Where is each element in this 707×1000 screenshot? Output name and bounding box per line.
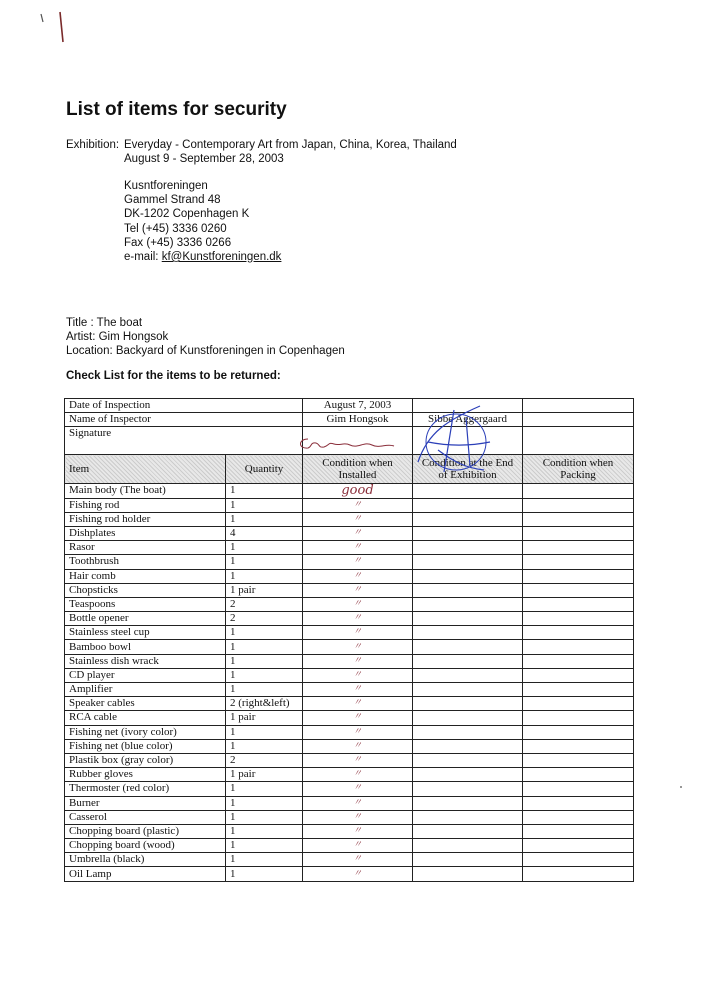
item-quantity: 2 <box>226 597 303 611</box>
condition-packing <box>523 853 634 867</box>
condition-installed: 〃 <box>303 612 413 626</box>
condition-packing <box>523 555 634 569</box>
condition-packing <box>523 839 634 853</box>
condition-installed: 〃 <box>303 867 413 881</box>
condition-installed: 〃 <box>303 512 413 526</box>
condition-end <box>413 541 523 555</box>
item-name: Casserol <box>65 810 226 824</box>
condition-installed: 〃 <box>303 697 413 711</box>
condition-packing <box>523 810 634 824</box>
table-row <box>65 853 634 867</box>
condition-installed: 〃 <box>303 753 413 767</box>
item-quantity: 2 <box>226 753 303 767</box>
item-quantity: 1 <box>226 796 303 810</box>
item-quantity: 1 <box>226 484 303 498</box>
item-name: CD player <box>65 668 226 682</box>
item-name: Stainless dish wrack <box>65 654 226 668</box>
email-label: e-mail: <box>124 250 159 263</box>
item-quantity: 1 <box>226 541 303 555</box>
item-quantity: 1 <box>226 654 303 668</box>
item-quantity: 2 <box>226 612 303 626</box>
condition-end <box>413 512 523 526</box>
condition-packing <box>523 668 634 682</box>
condition-packing <box>523 796 634 810</box>
signature-label: Signature <box>65 427 303 455</box>
condition-installed: 〃 <box>303 683 413 697</box>
condition-installed: 〃 <box>303 725 413 739</box>
item-name: Bottle opener <box>65 612 226 626</box>
table-row <box>65 768 634 782</box>
table-row <box>65 697 634 711</box>
condition-packing <box>523 526 634 540</box>
table-row <box>65 711 634 725</box>
item-name: Fishing net (blue color) <box>65 739 226 753</box>
condition-packing <box>523 725 634 739</box>
item-name: Burner <box>65 796 226 810</box>
checklist-table <box>64 398 634 882</box>
item-quantity: 1 <box>226 683 303 697</box>
item-name: Bamboo bowl <box>65 640 226 654</box>
item-quantity: 1 pair <box>226 768 303 782</box>
signature-cell-3 <box>523 427 634 455</box>
address-tel: Tel (+45) 3336 0260 <box>124 222 227 235</box>
condition-packing <box>523 569 634 583</box>
item-quantity: 1 <box>226 498 303 512</box>
condition-packing <box>523 711 634 725</box>
table-row <box>65 512 634 526</box>
corner-pen-mark <box>38 8 68 48</box>
condition-packing <box>523 597 634 611</box>
item-name: Chopping board (wood) <box>65 839 226 853</box>
item-name: RCA cable <box>65 711 226 725</box>
condition-end <box>413 810 523 824</box>
inspection-date-row <box>65 399 634 413</box>
table-row <box>65 753 634 767</box>
address-org: Kusntforeningen <box>124 180 208 192</box>
condition-installed: 〃 <box>303 555 413 569</box>
table-row <box>65 654 634 668</box>
condition-installed: 〃 <box>303 668 413 682</box>
condition-packing <box>523 612 634 626</box>
inspector-row <box>65 413 634 427</box>
item-name: Rubber gloves <box>65 768 226 782</box>
item-name: Oil Lamp <box>65 867 226 881</box>
condition-packing <box>523 626 634 640</box>
item-quantity: 1 <box>226 640 303 654</box>
condition-installed: 〃 <box>303 796 413 810</box>
item-name: Thermoster (red color) <box>65 782 226 796</box>
table-row <box>65 597 634 611</box>
condition-installed: 〃 <box>303 640 413 654</box>
condition-end <box>413 612 523 626</box>
address-city: DK-1202 Copenhagen K <box>124 208 250 221</box>
condition-installed: 〃 <box>303 526 413 540</box>
table-row <box>65 498 634 512</box>
header-installed: Condition when Installed <box>303 455 413 484</box>
condition-end <box>413 697 523 711</box>
condition-packing <box>523 753 634 767</box>
blue-signature-stamp <box>408 402 498 484</box>
condition-end <box>413 668 523 682</box>
item-quantity: 4 <box>226 526 303 540</box>
item-quantity: 1 <box>226 555 303 569</box>
item-name: Chopsticks <box>65 583 226 597</box>
table-row <box>65 541 634 555</box>
item-quantity: 2 (right&left) <box>226 697 303 711</box>
item-quantity: 1 <box>226 725 303 739</box>
inspector-label: Name of Inspector <box>65 413 303 427</box>
condition-end <box>413 654 523 668</box>
condition-end <box>413 839 523 853</box>
condition-packing <box>523 541 634 555</box>
item-name: Dishplates <box>65 526 226 540</box>
condition-end <box>413 853 523 867</box>
address-block <box>124 179 281 264</box>
condition-end <box>413 782 523 796</box>
condition-end <box>413 739 523 753</box>
item-quantity: 1 <box>226 569 303 583</box>
table-row <box>65 796 634 810</box>
header-end: Condition at the End of Exhibition <box>413 455 523 484</box>
header-item: Item <box>65 455 226 484</box>
condition-installed: 〃 <box>303 711 413 725</box>
condition-packing <box>523 498 634 512</box>
work-info <box>66 316 345 359</box>
item-name: Umbrella (black) <box>65 853 226 867</box>
condition-end <box>413 526 523 540</box>
item-name: Main body (The boat) <box>65 484 226 498</box>
exhibition-name: Everyday - Contemporary Art from Japan, China, Korea, Thailand <box>124 139 457 151</box>
condition-installed: 〃 <box>303 541 413 555</box>
condition-packing <box>523 640 634 654</box>
condition-installed: 〃 <box>303 810 413 824</box>
condition-end <box>413 626 523 640</box>
condition-installed: 〃 <box>303 853 413 867</box>
condition-installed: 〃 <box>303 583 413 597</box>
scan-speck <box>680 786 682 788</box>
condition-end <box>413 555 523 569</box>
item-name: Speaker cables <box>65 697 226 711</box>
condition-installed: 〃 <box>303 654 413 668</box>
condition-packing <box>523 683 634 697</box>
item-quantity: 1 <box>226 853 303 867</box>
handwritten-signature <box>294 433 414 455</box>
condition-installed: 〃 <box>303 768 413 782</box>
item-name: Teaspoons <box>65 597 226 611</box>
date-label: Date of Inspection <box>65 399 303 413</box>
table-row <box>65 526 634 540</box>
item-quantity: 1 <box>226 668 303 682</box>
condition-installed: 〃 <box>303 498 413 512</box>
inspector-empty <box>523 413 634 427</box>
condition-installed: 〃 <box>303 824 413 838</box>
address-email-line <box>124 250 281 264</box>
condition-installed: 〃 <box>303 569 413 583</box>
table-row <box>65 810 634 824</box>
work-location: Location: Backyard of Kunstforeningen in Copenhagen <box>66 345 345 358</box>
item-quantity: 1 <box>226 512 303 526</box>
item-quantity: 1 <box>226 810 303 824</box>
condition-end <box>413 711 523 725</box>
condition-installed: 〃 <box>303 839 413 853</box>
column-header-row <box>65 455 634 484</box>
table-row <box>65 725 634 739</box>
condition-packing <box>523 768 634 782</box>
header-packing: Condition when Packing <box>523 455 634 484</box>
item-name: Amplifier <box>65 683 226 697</box>
condition-end <box>413 768 523 782</box>
condition-packing <box>523 654 634 668</box>
item-quantity: 1 pair <box>226 583 303 597</box>
inspector-value-2: Sibbe Aggergaard <box>413 413 523 427</box>
condition-installed: 〃 <box>303 782 413 796</box>
item-quantity: 1 <box>226 782 303 796</box>
condition-end <box>413 484 523 498</box>
header-quantity: Quantity <box>226 455 303 484</box>
exhibition-label: Exhibition: <box>66 139 120 151</box>
item-quantity: 1 <box>226 626 303 640</box>
address-street: Gammel Strand 48 <box>124 194 221 207</box>
item-name: Stainless steel cup <box>65 626 226 640</box>
table-row <box>65 612 634 626</box>
condition-end <box>413 753 523 767</box>
email-link[interactable]: kf@Kunstforeningen.dk <box>161 250 282 263</box>
inspector-value: Gim Hongsok <box>303 413 413 427</box>
condition-packing <box>523 583 634 597</box>
table-row <box>65 739 634 753</box>
table-row <box>65 569 634 583</box>
condition-end <box>413 867 523 881</box>
item-name: Rasor <box>65 541 226 555</box>
table-row <box>65 839 634 853</box>
item-name: Toothbrush <box>65 555 226 569</box>
condition-end <box>413 796 523 810</box>
condition-packing <box>523 484 634 498</box>
work-title: Title : The boat <box>66 317 143 329</box>
table-row <box>65 824 634 838</box>
table-row <box>65 640 634 654</box>
condition-packing <box>523 512 634 526</box>
condition-end <box>413 725 523 739</box>
table-row <box>65 782 634 796</box>
condition-packing <box>523 824 634 838</box>
item-name: Plastik box (gray color) <box>65 753 226 767</box>
item-quantity: 1 <box>226 739 303 753</box>
item-quantity: 1 <box>226 867 303 881</box>
table-row <box>65 583 634 597</box>
condition-packing <box>523 782 634 796</box>
work-artist: Artist: Gim Hongsok <box>66 331 169 344</box>
condition-end <box>413 640 523 654</box>
condition-end <box>413 824 523 838</box>
item-name: Hair comb <box>65 569 226 583</box>
checklist-title: Check List for the items to be returned: <box>66 370 281 382</box>
item-name: Fishing rod holder <box>65 512 226 526</box>
item-name: Chopping board (plastic) <box>65 824 226 838</box>
date-value: August 7, 2003 <box>303 399 413 413</box>
table-row <box>65 626 634 640</box>
date-empty-2 <box>523 399 634 413</box>
table-row <box>65 484 634 498</box>
item-quantity: 1 <box>226 839 303 853</box>
condition-end <box>413 683 523 697</box>
item-quantity: 1 <box>226 824 303 838</box>
page-title: List of items for security <box>66 99 287 120</box>
condition-packing <box>523 867 634 881</box>
address-fax: Fax (+45) 3336 0266 <box>124 236 232 249</box>
condition-end <box>413 597 523 611</box>
table-row <box>65 683 634 697</box>
condition-installed: 〃 <box>303 597 413 611</box>
exhibition-dates: August 9 - September 28, 2003 <box>124 153 284 165</box>
table-row <box>65 668 634 682</box>
condition-packing <box>523 739 634 753</box>
condition-installed: good <box>303 484 413 498</box>
table-row <box>65 867 634 881</box>
table-row <box>65 555 634 569</box>
condition-packing <box>523 697 634 711</box>
condition-installed: 〃 <box>303 739 413 753</box>
item-name: Fishing rod <box>65 498 226 512</box>
item-name: Fishing net (ivory color) <box>65 725 226 739</box>
item-quantity: 1 pair <box>226 711 303 725</box>
condition-end <box>413 569 523 583</box>
condition-end <box>413 498 523 512</box>
condition-end <box>413 583 523 597</box>
condition-installed: 〃 <box>303 626 413 640</box>
